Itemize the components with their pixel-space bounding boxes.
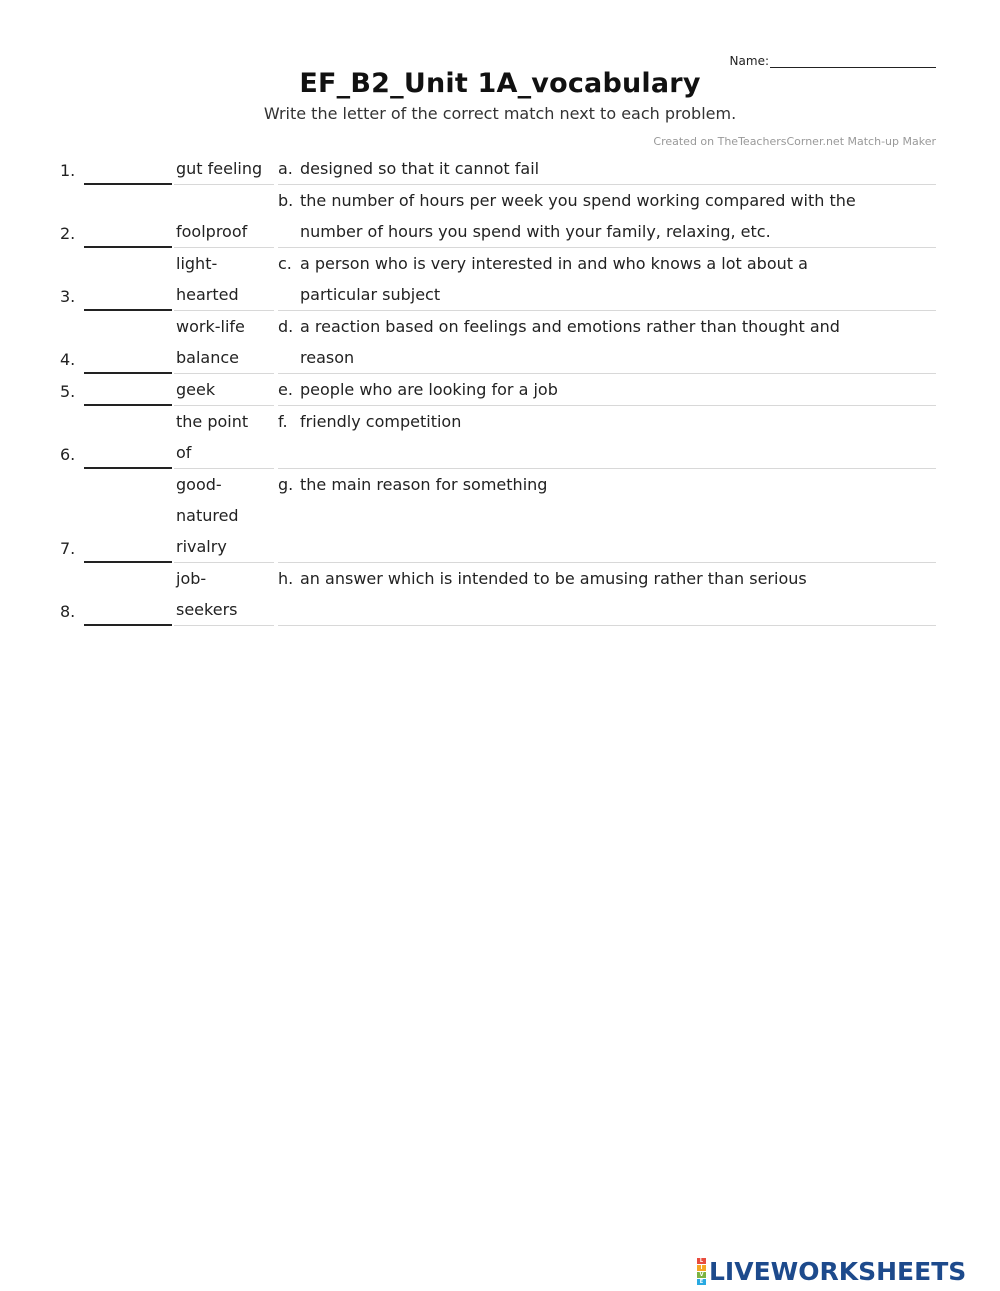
problem-number: 1.	[60, 161, 76, 180]
term	[174, 311, 274, 374]
definition-text	[300, 374, 936, 405]
term-line: hearted	[176, 285, 239, 304]
term-line: job-	[176, 569, 207, 588]
name-field[interactable]	[730, 53, 936, 68]
answer-blank[interactable]	[84, 406, 172, 469]
term-line	[174, 185, 274, 216]
liveworksheets-logo	[697, 1257, 966, 1286]
logo-square: V	[697, 1272, 706, 1278]
definition-text	[300, 406, 936, 468]
definition-line: a person who is very interested in and who knows a lot about a	[300, 254, 808, 273]
instructions: Write the letter of the correct match next to each problem.	[263, 104, 737, 123]
answer-blank[interactable]	[84, 248, 172, 311]
definition-line: the number of hours per week you spend working compared with the	[300, 191, 856, 210]
logo-square: L	[697, 1258, 706, 1264]
match-row	[60, 311, 936, 374]
definition-line: the main reason for something	[300, 475, 548, 494]
definition	[278, 406, 936, 469]
logo-text: LIVEWORKSHEETS	[709, 1257, 967, 1286]
definition	[278, 311, 936, 374]
definition-letter: g.	[278, 475, 294, 494]
answer-blank[interactable]	[84, 374, 172, 406]
answer-blank[interactable]	[84, 185, 172, 248]
term	[174, 153, 274, 185]
match-row	[60, 406, 936, 469]
definition	[278, 469, 936, 563]
name-blank-line[interactable]	[770, 53, 936, 68]
answer-blank[interactable]	[84, 311, 172, 374]
match-row	[60, 153, 936, 185]
match-list	[60, 153, 936, 626]
problem-number: 7.	[60, 539, 76, 558]
match-row	[60, 563, 936, 626]
problem-number: 5.	[60, 382, 76, 401]
definition-line: people who are looking for a job	[300, 380, 558, 399]
name-label: Name:	[729, 54, 769, 68]
worksheet-title: EF_B2_Unit 1A_vocabulary	[299, 68, 701, 99]
term	[174, 563, 274, 626]
logo-square: I	[697, 1265, 706, 1271]
definition-line: designed so that it cannot fail	[300, 159, 540, 178]
definition-line: reason	[300, 348, 355, 367]
definition	[278, 153, 936, 185]
definition	[278, 374, 936, 406]
definition-line: number of hours you spend with your family, relaxing, etc.	[300, 222, 771, 241]
definition-letter: a.	[278, 159, 293, 178]
term-line: of	[176, 443, 192, 462]
term	[174, 469, 274, 563]
problem-number: 2.	[60, 224, 76, 243]
match-row	[60, 469, 936, 563]
definition-text	[300, 469, 936, 562]
definition-line: an answer which is intended to be amusing rather than serious	[300, 569, 807, 588]
definition-letter: f.	[278, 412, 288, 431]
term	[174, 248, 274, 311]
definition-text	[300, 563, 936, 625]
term	[174, 374, 274, 406]
definition	[278, 563, 936, 626]
definition	[278, 248, 936, 311]
term	[174, 406, 274, 469]
definition-line: a reaction based on feelings and emotions rather than thought and	[300, 317, 840, 336]
definition-line: particular subject	[300, 285, 441, 304]
term-line: gut feeling	[176, 159, 263, 178]
definition-text	[300, 311, 936, 373]
match-row	[60, 248, 936, 311]
answer-blank[interactable]	[84, 563, 172, 626]
term-line: geek	[176, 380, 216, 399]
definition-line: friendly competition	[300, 412, 462, 431]
definition	[278, 185, 936, 248]
definition-letter: e.	[278, 380, 293, 399]
answer-blank[interactable]	[84, 469, 172, 563]
credit-line: Created on TheTeachersCorner.net Match-up Maker	[653, 135, 936, 148]
definition-letter: c.	[278, 254, 292, 273]
term-line: natured	[176, 506, 239, 525]
term-line: work-life	[176, 317, 245, 336]
definition-letter: h.	[278, 569, 294, 588]
problem-number: 4.	[60, 350, 76, 369]
definition-letter: d.	[278, 317, 294, 336]
match-row	[60, 185, 936, 248]
problem-number: 8.	[60, 602, 76, 621]
definition-text	[300, 248, 936, 310]
definition-text	[300, 153, 936, 184]
term-line: rivalry	[176, 537, 227, 556]
term-line: good-	[176, 475, 222, 494]
definition-letter: b.	[278, 191, 294, 210]
term-line: the point	[176, 412, 249, 431]
term-line: balance	[176, 348, 239, 367]
term-line: seekers	[176, 600, 238, 619]
match-row	[60, 374, 936, 406]
definition-text	[300, 185, 936, 247]
answer-blank[interactable]	[84, 153, 172, 185]
term-line: light-	[176, 254, 218, 273]
term-line: foolproof	[176, 222, 248, 241]
problem-number: 6.	[60, 445, 76, 464]
logo-square: E	[697, 1279, 706, 1285]
problem-number: 3.	[60, 287, 76, 306]
term	[174, 185, 274, 248]
logo-squares-icon	[697, 1258, 706, 1285]
